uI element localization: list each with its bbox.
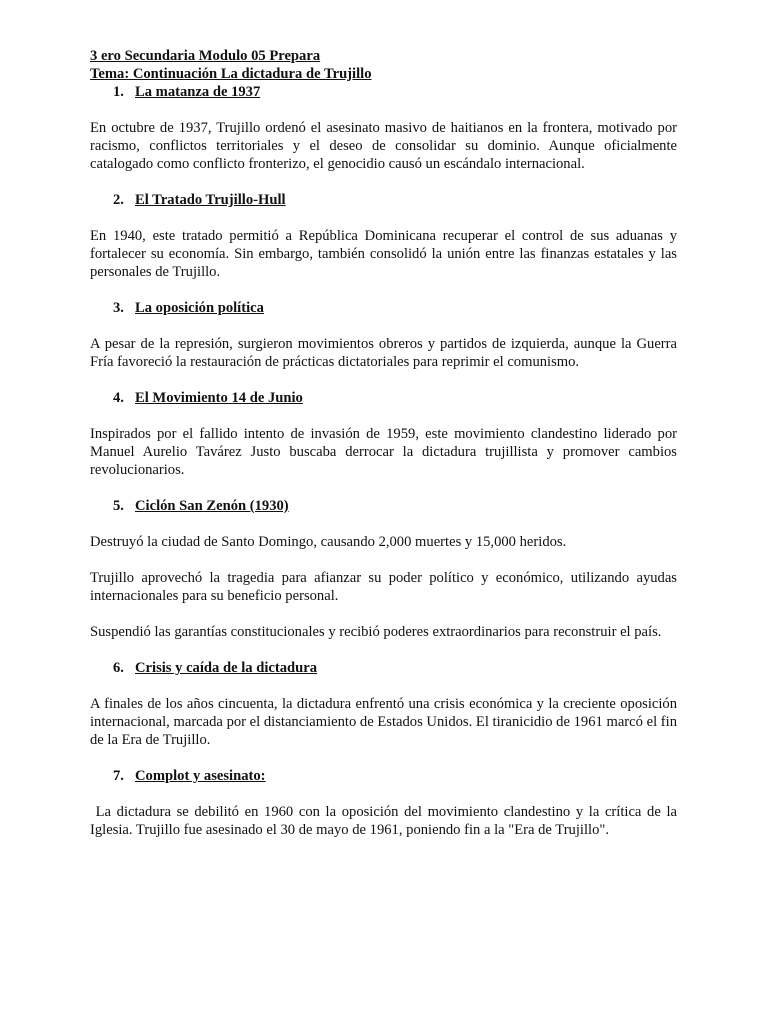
section-7	[90, 767, 681, 839]
section-number: 1.	[113, 84, 124, 100]
section-paragraph: Trujillo aprovechó la tragedia para afianzar su poder político y económico, utilizando ayudas internacionales para su beneficio personal.	[90, 570, 677, 604]
section-heading	[90, 191, 677, 209]
section-number: 7.	[113, 768, 124, 784]
section-heading	[90, 497, 677, 515]
section-6	[90, 659, 677, 767]
document-page	[90, 47, 681, 839]
document-header-line-1: 3 ero Secundaria Modulo 05 Prepara	[90, 48, 321, 64]
section-number: 3.	[113, 300, 124, 316]
section-heading	[90, 83, 677, 101]
section-title: Crisis y caída de la dictadura	[135, 660, 318, 676]
section-paragraph: Suspendió las garantías constitucionales y recibió poderes extraordinarios para reconstruir el país.	[90, 624, 662, 640]
section-paragraph: Inspirados por el fallido intento de invasión de 1959, este movimiento clandestino liderado por Manuel Aurelio Tavárez Justo buscaba derrocar la dictadura trujillista y promover cambios revolucionarios.	[90, 426, 677, 478]
section-2	[90, 191, 677, 299]
section-paragraph: En octubre de 1937, Trujillo ordenó el asesinato masivo de haitianos en la frontera, motivado por racismo, conflictos territoriales y el deseo de consolidar su dominio. Aunque oficialmente catalogado como conflicto fronterizo, el genocidio causó un escándalo internacional.	[90, 120, 677, 172]
section-4	[90, 389, 677, 497]
section-3	[90, 299, 677, 389]
section-number: 6.	[113, 660, 124, 676]
section-heading	[90, 767, 677, 785]
section-number: 4.	[113, 390, 124, 406]
section-paragraph: En 1940, este tratado permitió a República Dominicana recuperar el control de sus aduanas y fortalecer su economía. Sin embargo, también consolidó la unión entre las finanzas estatales y las personales de Trujillo.	[90, 228, 677, 280]
section-title: La matanza de 1937	[135, 84, 261, 100]
section-number: 2.	[113, 192, 124, 208]
section-paragraph: A finales de los años cincuenta, la dictadura enfrentó una crisis económica y la creciente oposición internacional, marcada por el distanciamiento de Estados Unidos. El tiranicidio de 1961 marcó el fin de la Era de Trujillo.	[90, 696, 677, 748]
section-title: El Tratado Trujillo-Hull	[135, 192, 286, 208]
document-header-line-2: Tema: Continuación La dictadura de Trujillo	[90, 66, 372, 82]
section-number: 5.	[113, 498, 124, 514]
section-title: Complot y asesinato:	[135, 768, 266, 784]
section-title: Ciclón San Zenón (1930)	[135, 498, 289, 514]
section-1	[90, 83, 677, 191]
section-title: La oposición política	[135, 300, 264, 316]
section-5	[90, 497, 677, 659]
section-paragraph: A pesar de la represión, surgieron movimientos obreros y partidos de izquierda, aunque la Guerra Fría favoreció la restauración de prácticas dictatoriales para reprimir el comunismo.	[90, 336, 677, 370]
section-title: El Movimiento 14 de Junio	[135, 390, 303, 406]
section-heading	[90, 659, 677, 677]
section-heading	[90, 299, 677, 317]
section-paragraph: Destruyó la ciudad de Santo Domingo, causando 2,000 muertes y 15,000 heridos.	[90, 534, 567, 550]
section-paragraph: La dictadura se debilitó en 1960 con la oposición del movimiento clandestino y la crítica de la Iglesia. Trujillo fue asesinado el 30 de mayo de 1961, poniendo fin a la "Era de Trujillo".	[90, 804, 681, 838]
section-heading	[90, 389, 677, 407]
